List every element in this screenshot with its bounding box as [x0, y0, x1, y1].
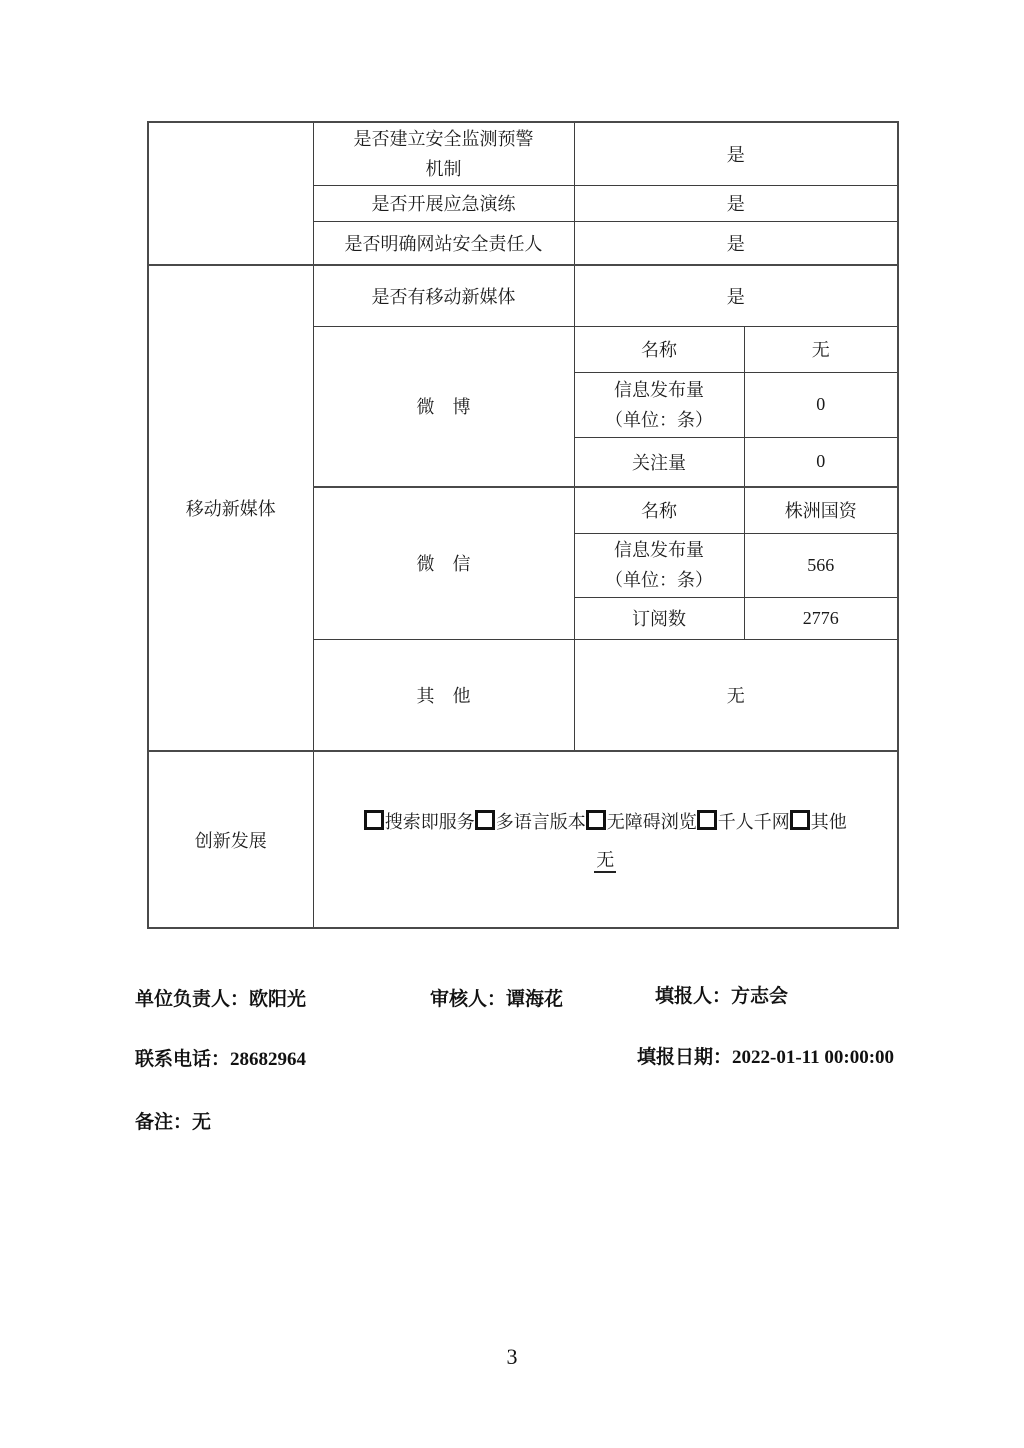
section-label-mobile-media: 移动新媒体 [148, 265, 313, 751]
footer-value: 方志会 [731, 986, 789, 1007]
field-label-weibo-posts [574, 372, 744, 437]
checkbox-icon[interactable] [364, 810, 384, 830]
option-personalized [697, 812, 790, 832]
answer-cell: 是 [574, 221, 898, 265]
field-value-wechat-subscribers: 2776 [744, 597, 898, 639]
question-label: 机制 [425, 158, 462, 179]
field-label-wechat-name: 名称 [574, 487, 744, 533]
checkbox-icon[interactable] [790, 810, 810, 830]
answer-cell: 是 [574, 122, 898, 185]
footer-filler [655, 981, 788, 1008]
field-value-other: 无 [574, 639, 898, 751]
checkbox-icon[interactable] [586, 810, 606, 830]
footer-label: 填报日期： [637, 1047, 733, 1068]
checkbox-icon[interactable] [475, 810, 495, 830]
answer-cell: 是 [574, 185, 898, 221]
checkbox-icon[interactable] [697, 810, 717, 830]
option-label: 无障碍浏览 [606, 811, 697, 832]
footer-label: 审核人： [430, 989, 507, 1010]
field-label-weibo-followers: 关注量 [574, 437, 744, 487]
answer-cell: 是 [574, 265, 898, 326]
field-label-wechat-posts [574, 533, 744, 597]
option-accessibility [586, 812, 697, 832]
option-label: 多语言版本 [495, 811, 586, 832]
question-cell-emergency-drill: 是否开展应急演练 [313, 185, 574, 221]
field-label-line: 信息发布量 [614, 379, 704, 400]
footer-label: 备注： [135, 1112, 193, 1133]
footer-phone [135, 1044, 306, 1071]
option-label: 其他 [810, 811, 847, 832]
field-label-line: （单位：条） [605, 409, 713, 430]
group-cell-weibo: 微 博 [313, 326, 574, 487]
footer-value: 欧阳光 [249, 989, 307, 1010]
footer-label: 联系电话： [135, 1049, 231, 1070]
question-cell-security-responsible: 是否明确网站安全责任人 [313, 221, 574, 265]
section-label-innovation: 创新发展 [148, 751, 313, 928]
option-label: 千人千网 [717, 811, 790, 832]
field-value-weibo-followers: 0 [744, 437, 898, 487]
option-multilingual [475, 812, 586, 832]
footer-value: 2022-01-11 00:00:00 [732, 1047, 895, 1068]
field-value-weibo-posts: 0 [744, 372, 898, 437]
footer-label: 填报人： [655, 986, 732, 1007]
question-cell-has-mobile-media: 是否有移动新媒体 [313, 265, 574, 326]
field-label-line: （单位：条） [605, 570, 713, 590]
innovation-content-cell [313, 751, 898, 928]
footer-label: 单位负责人： [135, 989, 250, 1010]
group-cell-wechat: 微 信 [313, 487, 574, 639]
field-value-weibo-name: 无 [744, 326, 898, 372]
footer-unit-head [135, 984, 306, 1011]
footer-value: 28682964 [230, 1049, 307, 1070]
page-number: 3 [506, 1344, 518, 1369]
option-label: 搜索即服务 [384, 811, 475, 832]
field-label-wechat-subscribers: 订阅数 [574, 597, 744, 639]
report-table [147, 121, 899, 929]
footer-value: 谭海花 [506, 989, 564, 1010]
footer-reviewer [430, 984, 563, 1011]
field-label-line: 信息发布量 [614, 540, 704, 560]
field-value-wechat-name: 株洲国资 [744, 487, 898, 533]
question-label: 是否建立安全监测预警 [353, 128, 534, 149]
option-other [790, 812, 847, 832]
section-label-cell-empty [148, 122, 313, 265]
innovation-options-line [314, 808, 898, 834]
group-cell-other: 其 他 [313, 639, 574, 751]
footer-remark [135, 1107, 211, 1134]
field-value-wechat-posts: 566 [744, 533, 898, 597]
innovation-note-line [314, 846, 898, 872]
option-search-service [364, 812, 475, 832]
field-label-weibo-name: 名称 [574, 326, 744, 372]
footer-fill-date [637, 1042, 894, 1069]
innovation-note: 无 [594, 850, 616, 873]
footer-value: 无 [192, 1112, 212, 1133]
question-cell-security-warning [313, 122, 574, 185]
